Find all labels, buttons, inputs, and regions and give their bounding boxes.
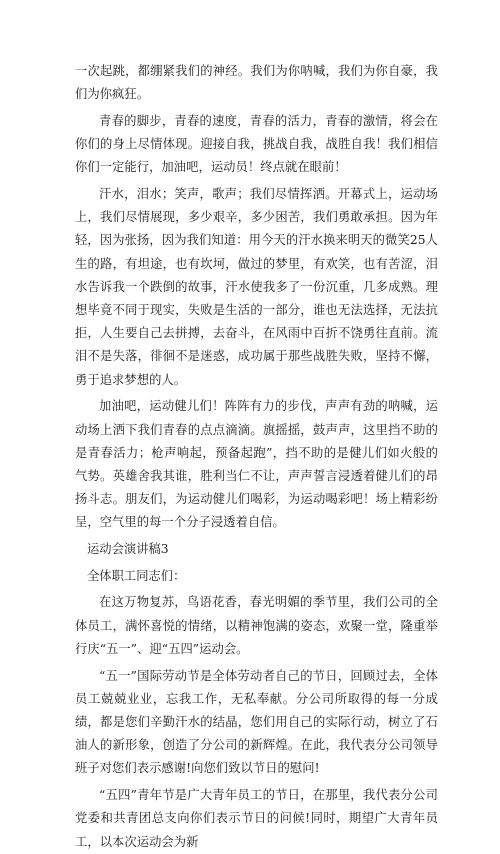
paragraph-5: 在这万物复苏，鸟语花香，春光明媚的季节里，我们公司的全体员工，满怀喜悦的情绪，以精神饱满的姿态，欢聚一堂，隆重举行庆“五一”、迎“五四”运动会。 xyxy=(75,595,438,656)
salutation: 全体职工同志们： xyxy=(87,568,186,583)
paragraph-6: “五一”国际劳动节是全体劳动者自己的节日，回顾过去，全体员工兢兢业业，忘我工作，无私奉献。分公司所取得的每一分成绩，都是您们辛勤汗水的结晶，您们用自己的实际行动，树立了石油人的新形象，创造了分公司的新辉煌。在此，我代表分公司领导班子对您们表示感谢!向您们致以节日的慰问! xyxy=(75,668,438,776)
paragraph-7: “五四”青年节是广大青年员工的节日，在那里，我代表分公司党委和共青团总支向你们表示节日的问候!同时，期望广大青年员工，以本次运动会为新 xyxy=(75,788,438,849)
section-title: 运动会演讲稿3 xyxy=(87,542,169,557)
paragraph-1: 一次起跳，都绷紧我们的神经。我们为你呐喊，我们为你自豪，我们为你疯狂。 xyxy=(75,64,438,102)
paragraph-2: 青春的脚步，青春的速度，青春的活力，青春的激情，将会在你们的身上尽情体现。迎接自我，挑战自我，战胜自我！我们相信你们一定能行，加油吧，运动员！终点就在眼前！ xyxy=(75,113,438,175)
paragraph-4: 加油吧，运动健儿们！阵阵有力的步伐，声声有劲的呐喊，运动场上洒下我们青春的点点滴滴。旗摇摇，鼓声声，这里挡不助的是青春活力；枪声响起，预备起跑”，挡不助的是健儿们如火般的气势。英雄舍我其谁，胜利当仁不让，声声誓言浸透着健儿们的昂扬斗志。朋友们，为运动健儿们喝彩，为运动喝彩吧！场上精彩纷呈，空气里的每一个分子浸透着自信。 xyxy=(75,399,438,530)
paragraph-3: 汗水，泪水；笑声，歌声；我们尽情挥洒。开幕式上，运动场上，我们尽情展现，多少艰辛，多少困苦，我们勇敢承担。因为年轻，因为张扬，因为我们知道：用今天的汗水换来明天的微笑25人生的路，有坦途，也有坎坷，做过的梦里，有欢笑，也有苦涩，泪水告诉我一个跌倒的故事，汗水使我多了一份沉重，几多成熟。理想毕竟不同于现实，失败是生活的一部分，谁也无法选择，无法抗拒，人生要自己去拼搏，去奋斗，在风雨中百折不饶勇往直前。流泪不是失落，徘徊不是迷惑，成功属于那些战胜失败，坚持不懈，勇于追求梦想的人。 xyxy=(75,187,438,387)
